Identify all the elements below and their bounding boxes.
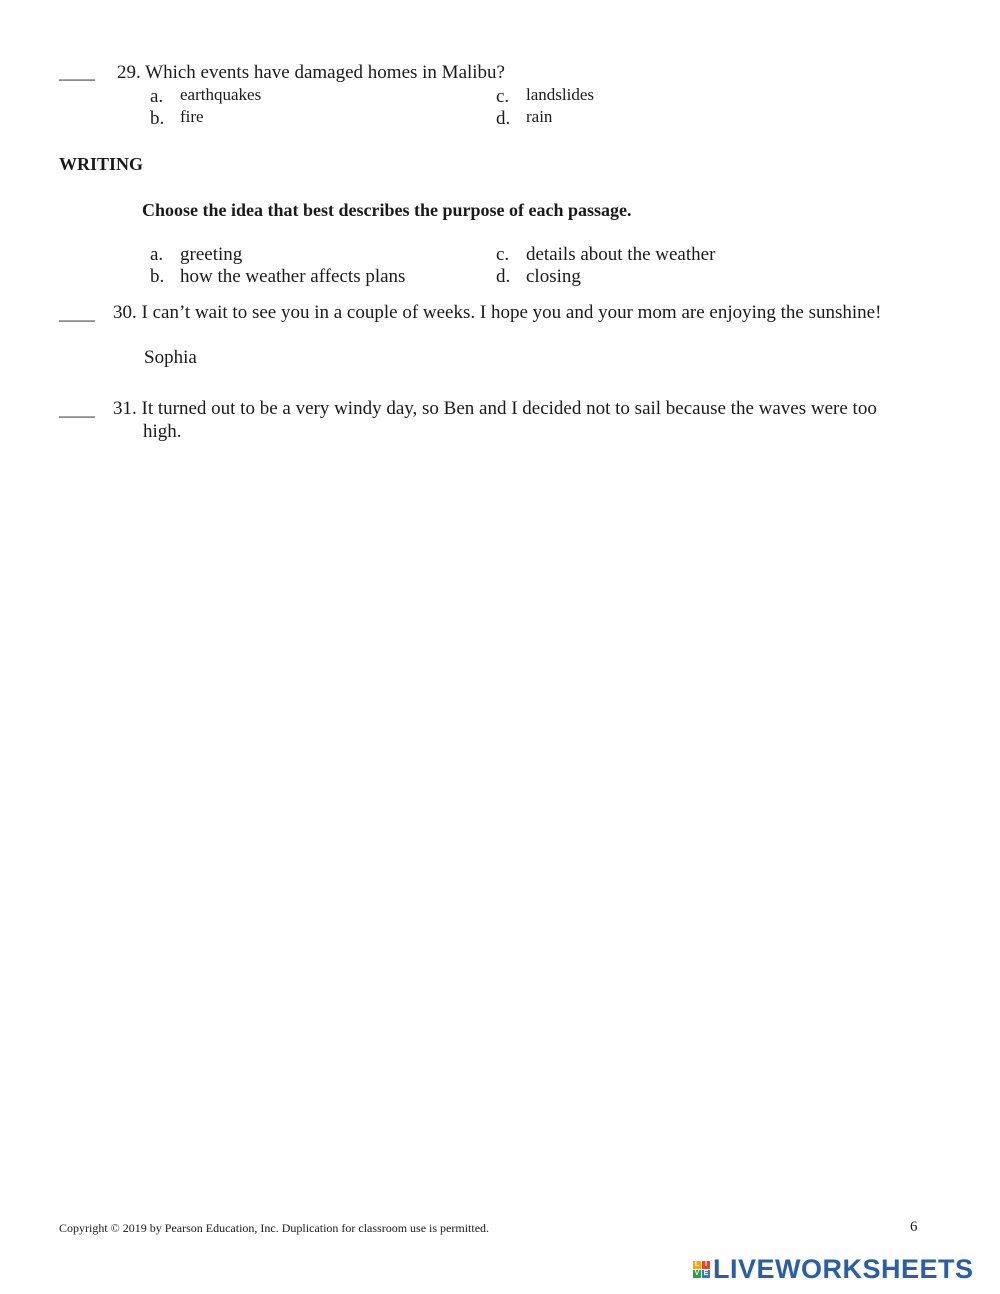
answer-blank-30[interactable]: ____ [59,303,95,323]
q29-option-a-text: earthquakes [180,85,262,104]
writing-option-c-text: details about the weather [526,244,716,265]
writing-option-c-letter: c. [496,244,510,265]
q29-option-a-letter: a. [150,86,164,107]
question-30-text: 30. I can’t wait to see you in a couple of weeks. I hope you and your mom are enjoying the sunshine! [113,302,882,323]
writing-option-b-text: how the weather affects plans [180,266,406,287]
section-heading-writing: WRITING [59,154,144,174]
question-30-signature: Sophia [144,347,197,368]
answer-blank-29[interactable]: ____ [59,62,95,82]
q29-option-b-text: fire [180,107,204,126]
writing-instruction: Choose the idea that best describes the purpose of each passage. [142,200,632,220]
answer-blank-31[interactable]: ____ [59,399,95,419]
writing-option-a-text: greeting [180,244,243,265]
logo-tile-e: E [703,1270,709,1277]
writing-option-b-letter: b. [150,266,165,287]
question-31-line-2: high. [143,421,182,442]
logo-tiles-icon [693,1261,710,1278]
writing-option-a-letter: a. [150,244,164,265]
writing-option-d-letter: d. [496,266,511,287]
logo-tile-i: I [702,1261,710,1269]
question-31-line-1: 31. It turned out to be a very windy day, so Ben and I decided not to sail because the waves were too [113,398,877,419]
page-number: 6 [910,1219,918,1235]
q29-option-b-letter: b. [150,108,165,129]
liveworksheets-logo [693,1254,974,1284]
question-29-text: 29. Which events have damaged homes in Malibu? [117,62,505,83]
q29-option-c-letter: c. [496,86,510,107]
q29-option-d-letter: d. [496,108,511,129]
logo-tile-l: L [694,1261,700,1268]
logo-tile-v: V [694,1270,700,1277]
q29-option-d-text: rain [526,107,553,126]
q29-option-c-text: landslides [526,85,594,104]
logo-wordmark: LIVEWORKSHEETS [713,1253,974,1284]
writing-option-d-text: closing [526,266,581,287]
copyright-notice: Copyright © 2019 by Pearson Education, Inc. Duplication for classroom use is permitted. [59,1221,490,1235]
